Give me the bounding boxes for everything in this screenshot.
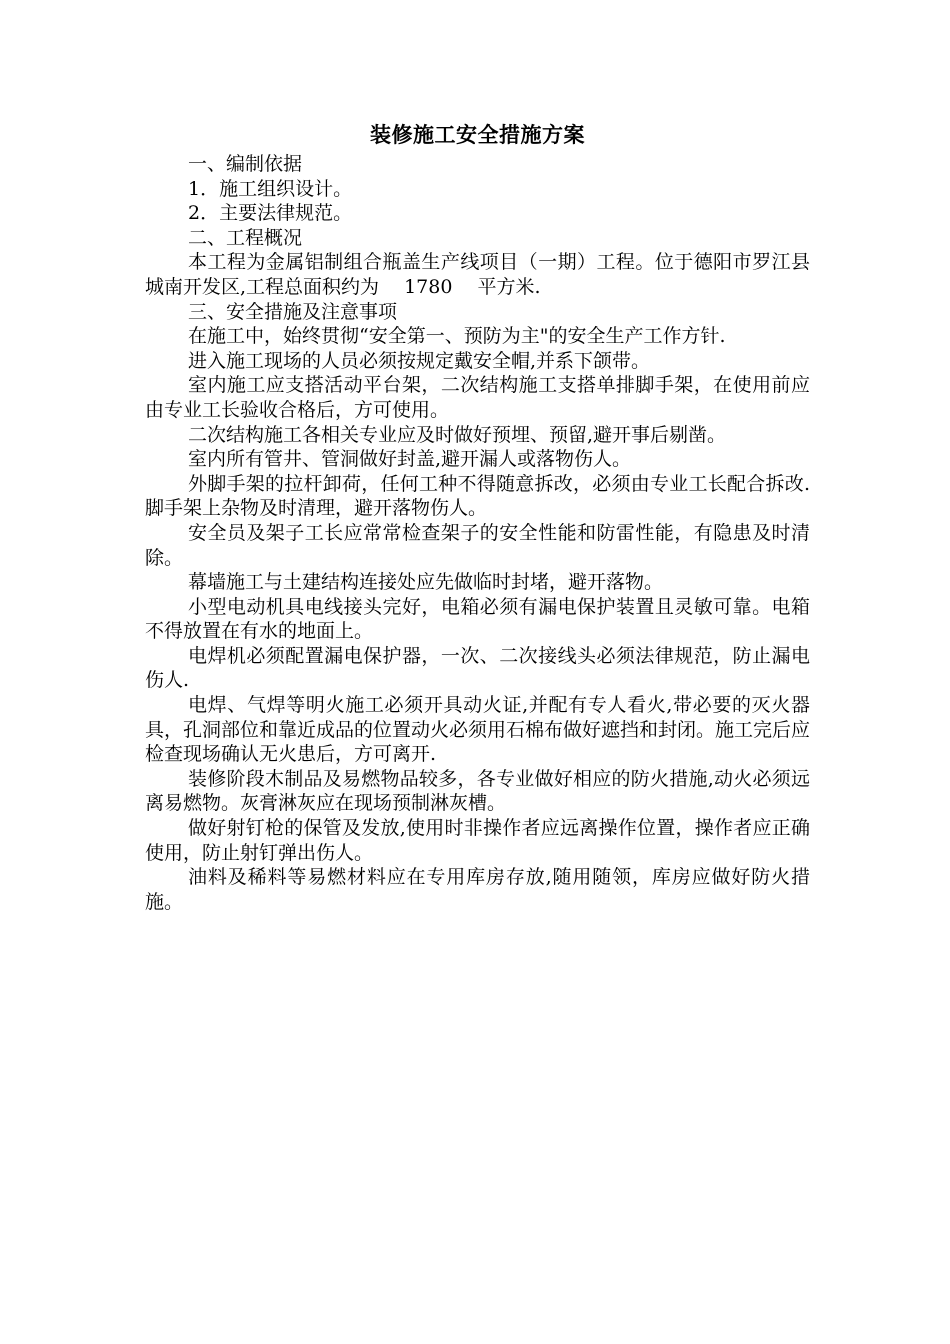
- safety-paragraph-tie-rods: 外脚手架的拉杆卸荷，任何工种不得随意拆改，必须由专业工长配合拆改.脚手架上杂物及时清理，避开落物伤人。: [145, 472, 810, 520]
- safety-paragraph-welder: 电焊机必须配置漏电保护器，一次、二次接线头必须法律规范，防止漏电伤人.: [145, 644, 810, 692]
- safety-paragraph-power-tools: 小型电动机具电线接头完好，电箱必须有漏电保护装置且灵敏可靠。电箱不得放置在有水的地面上。: [145, 595, 810, 643]
- safety-paragraph-nail-gun: 做好射钉枪的保管及发放,使用时非操作者应远离操作位置，操作者应正确使用，防止射钉弹出伤人。: [145, 817, 810, 864]
- basis-item-2: 2．主要法律规范。: [188, 202, 353, 225]
- safety-paragraph-scaffold: 室内施工应支搭活动平台架，二次结构施工支搭单排脚手架，在使用前应由专业工长验收合格后，方可使用。: [145, 374, 810, 421]
- basis-item-1: 1．施工组织设计。: [188, 177, 353, 200]
- safety-paragraph-open-flame: 电焊、气焊等明火施工必须开具动火证,并配有专人看火,带必要的灭火器具，孔洞部位和靠近成品的位置动火必须用石棉布做好遮挡和封闭。施工完后应检查现场确认无火患后，方可离开.: [145, 694, 811, 766]
- document-title: 装修施工安全措施方案: [370, 122, 585, 147]
- section-heading-safety: 三、安全措施及注意事项: [188, 300, 398, 323]
- safety-paragraph-storage: 油料及稀料等易燃材料应在专用库房存放,随用随领，库房应做好防火措施。: [145, 866, 810, 913]
- section-heading-overview: 二、工程概况: [188, 226, 303, 249]
- safety-paragraph-inspection: 安全员及架子工长应常常检查架子的安全性能和防雷性能，有隐患及时清除。: [145, 521, 810, 569]
- safety-paragraph-helmet: 进入施工现场的人员必须按规定戴安全帽,并系下颌带。: [188, 349, 651, 372]
- safety-paragraph-embedding: 二次结构施工各相关专业应及时做好预埋、预留,避开事后剔凿。: [188, 423, 727, 446]
- overview-paragraph: 本工程为金属铝制组合瓶盖生产线项目（一期）工程。位于德阳市罗江县城南开发区,工程总面积约为 1780 平方米.: [145, 251, 810, 298]
- safety-paragraph-shafts: 室内所有管井、管洞做好封盖,避开漏人或落物伤人。: [188, 448, 632, 471]
- safety-paragraph-policy: 在施工中，始终贯彻“安全第一、预防为主"的安全生产工作方针.: [188, 325, 726, 348]
- section-heading-basis: 一、编制依据: [188, 153, 303, 175]
- safety-paragraph-curtain-wall: 幕墙施工与土建结构连接处应先做临时封堵，避开落物。: [188, 571, 664, 594]
- document-page: [145, 118, 810, 914]
- safety-paragraph-fire-prevention: 装修阶段木制品及易燃物品较多，各专业做好相应的防火措施,动火必须远离易燃物。灰膏淋灰应在现场预制淋灰槽。: [145, 767, 810, 815]
